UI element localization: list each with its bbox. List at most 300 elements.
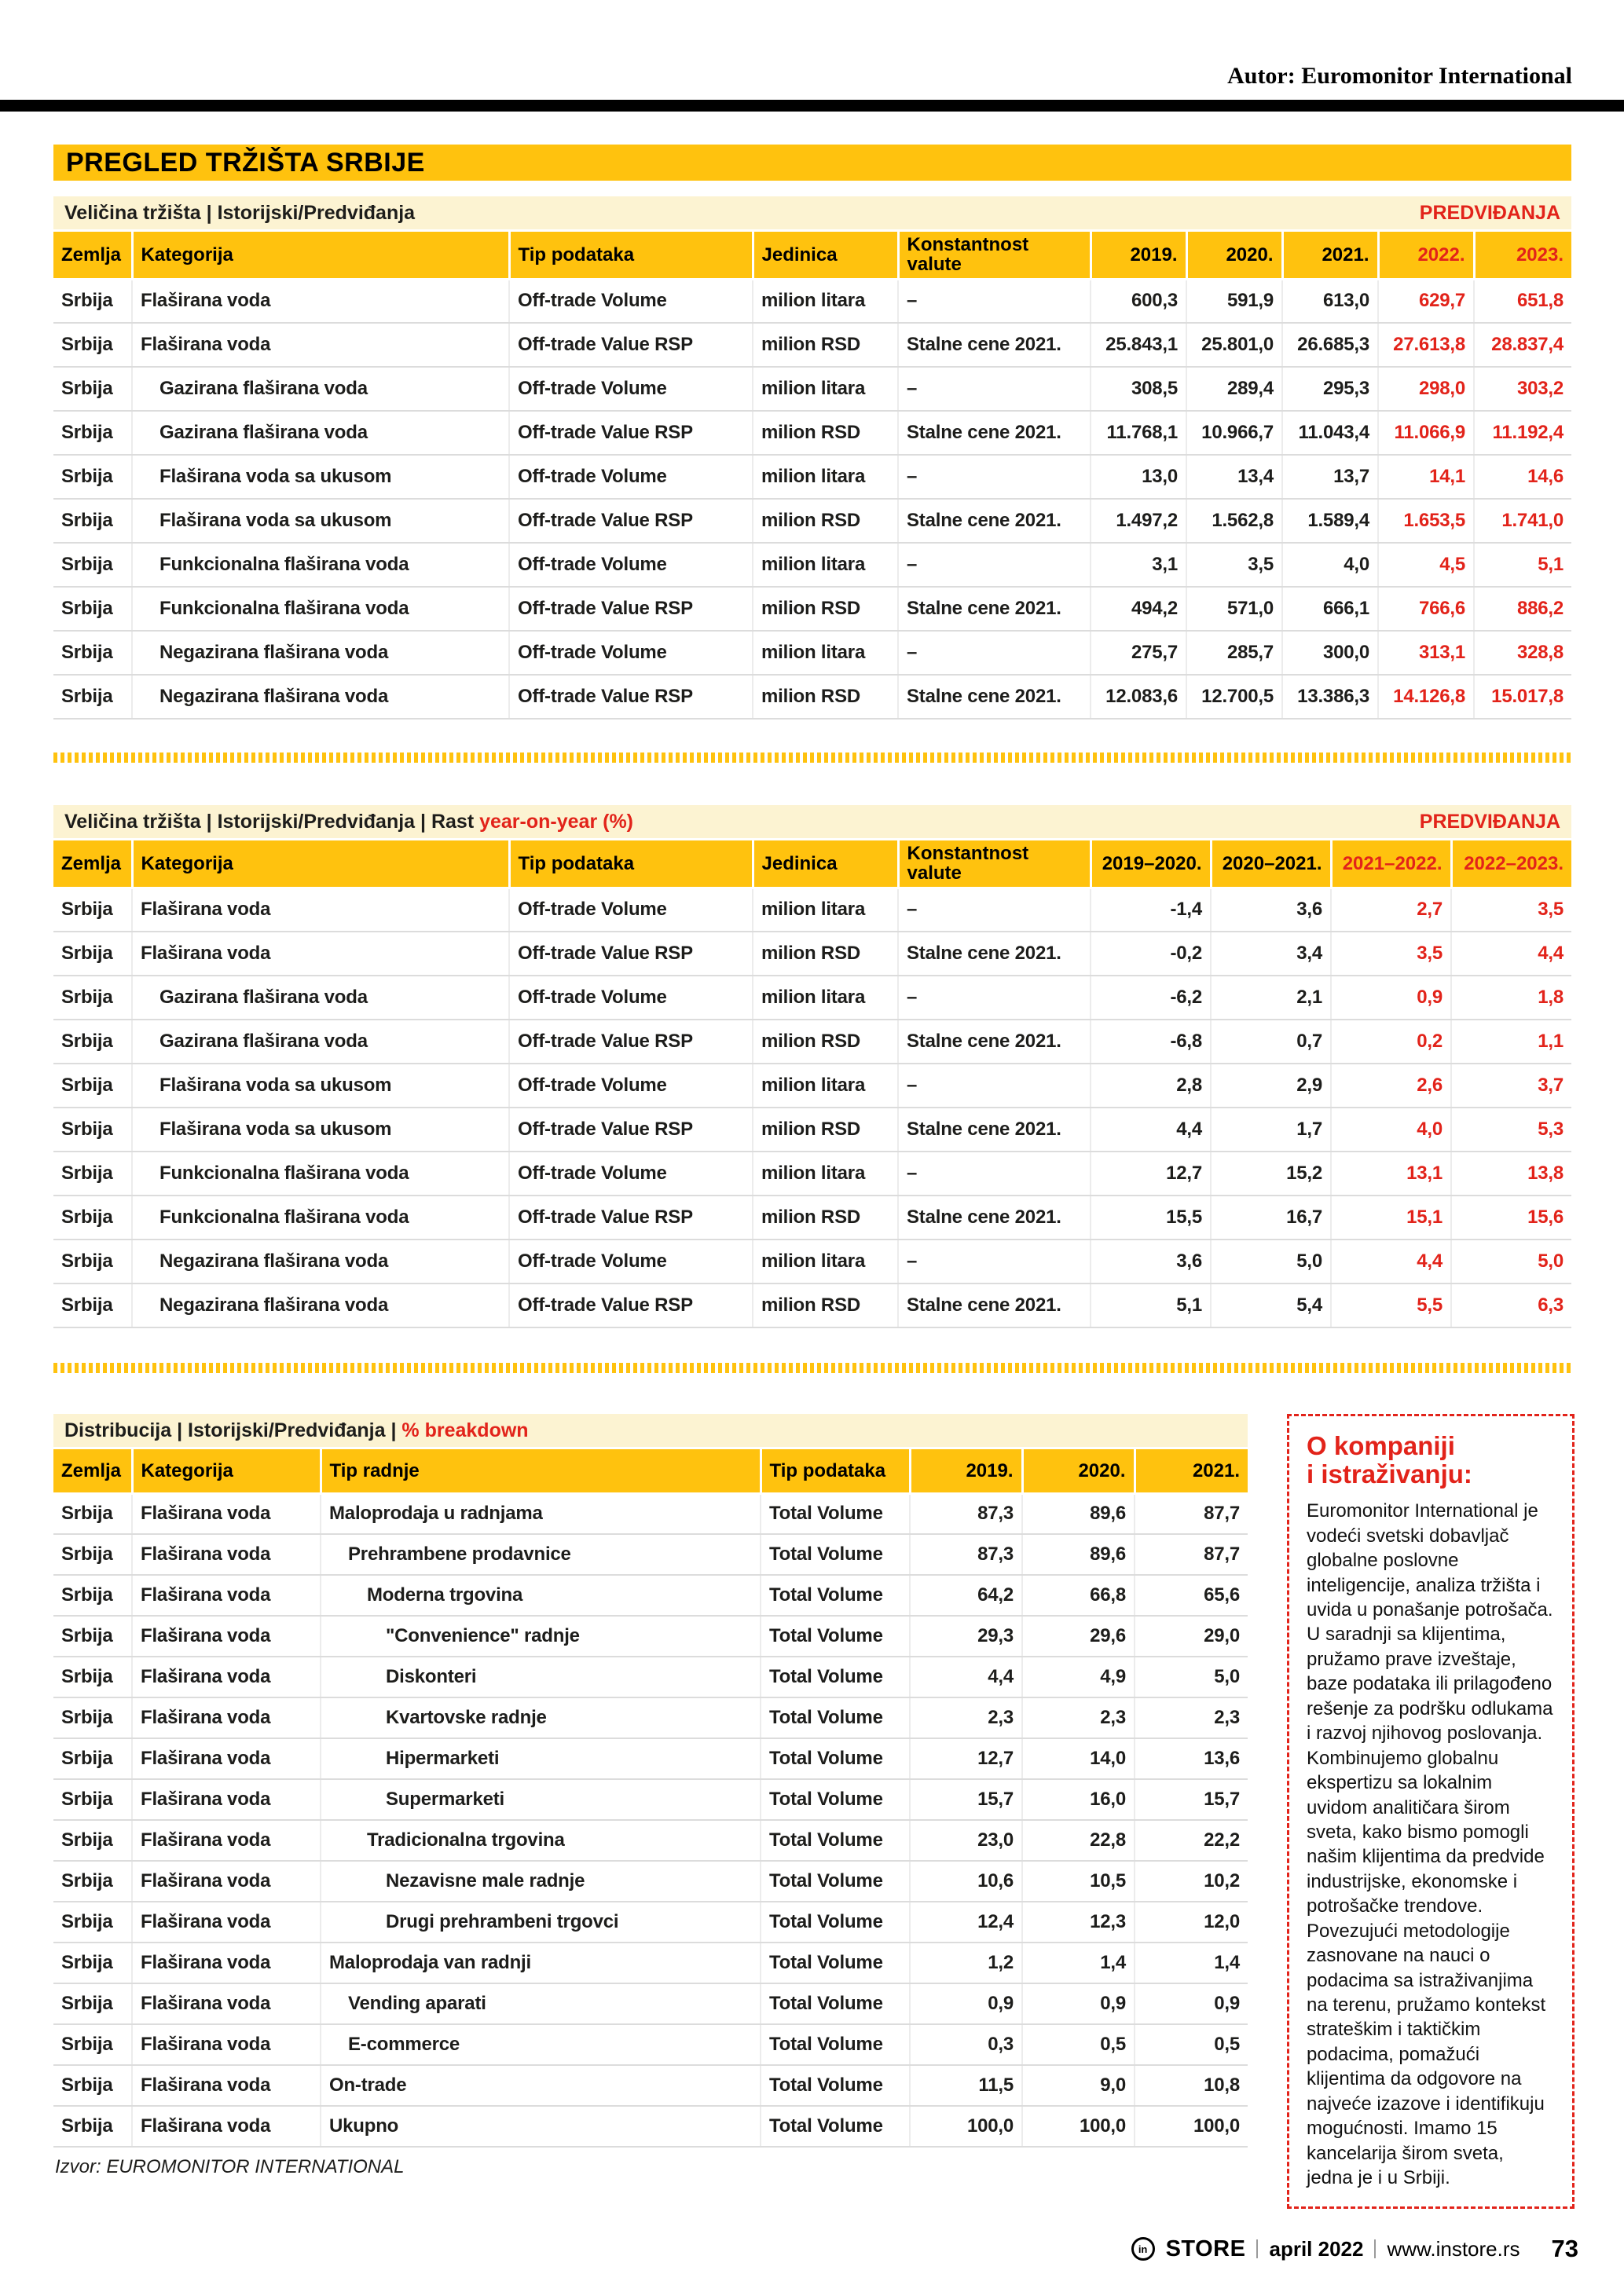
table-cell: Off-trade Value RSP [509,1283,753,1327]
table-cell: 22,2 [1135,1820,1248,1861]
table-cell: 300,0 [1282,631,1378,675]
table-cell: 89,6 [1022,1534,1135,1575]
table-cell: – [898,367,1091,411]
table-row [53,455,1571,499]
table-cell: 100,0 [910,2106,1022,2147]
table-cell: Srbija [53,1283,132,1327]
table-cell: Off-trade Value RSP [509,1108,753,1152]
dashed-separator [53,753,1571,763]
table-cell: Flaširana voda sa ukusom [132,499,509,543]
table-cell: Off-trade Value RSP [509,587,753,631]
table-cell: 3,5 [1186,543,1282,587]
table-cell: 15,7 [1135,1779,1248,1820]
table-cell: -0,2 [1091,932,1211,976]
table-cell: Srbija [53,1534,132,1575]
table-cell: Stalne cene 2021. [898,587,1091,631]
table-cell: Srbija [53,1616,132,1657]
header-row [53,840,1571,888]
table-cell: 25.843,1 [1091,323,1186,367]
table-cell: 2,6 [1331,1064,1451,1108]
table-cell: Flaširana voda [132,1657,321,1697]
table-cell: 13,8 [1451,1152,1571,1196]
page-number: 73 [1551,2235,1578,2262]
table-cell: Flaširana voda sa ukusom [132,455,509,499]
table-cell: 285,7 [1186,631,1282,675]
table-cell: 3,6 [1211,888,1331,932]
table-cell: 0,2 [1331,1020,1451,1064]
table-cell: Flaširana voda [132,2024,321,2065]
table-cell: 65,6 [1135,1575,1248,1616]
table-cell: Off-trade Volume [509,279,753,323]
header-row [53,1449,1248,1493]
table-cell: Flaširana voda [132,1779,321,1820]
table-cell: 10.966,7 [1186,411,1282,455]
table-cell: 613,0 [1282,279,1378,323]
footer-divider [1256,2239,1258,2258]
table-row [53,1697,1248,1738]
table-cell: 328,8 [1474,631,1571,675]
table-cell: 886,2 [1474,587,1571,631]
table-cell: Total Volume [761,1943,910,1983]
table-cell: milion RSD [753,587,898,631]
table-cell: 571,0 [1186,587,1282,631]
table-cell: 298,0 [1378,367,1474,411]
table-cell: Srbija [53,976,132,1020]
table-cell: Stalne cene 2021. [898,932,1091,976]
table-cell: 1.497,2 [1091,499,1186,543]
table-cell: Off-trade Volume [509,976,753,1020]
table-cell: Total Volume [761,1820,910,1861]
table-cell: Srbija [53,1493,132,1534]
table-cell: Off-trade Value RSP [509,932,753,976]
table-cell: Srbija [53,1064,132,1108]
table-cell: 13,4 [1186,455,1282,499]
table-cell: 5,4 [1211,1283,1331,1327]
table-cell: 12,7 [1091,1152,1211,1196]
table-row [53,1534,1248,1575]
table-cell: 2,8 [1091,1064,1211,1108]
table-cell: Ukupno [321,2106,761,2147]
table-cell: 6,3 [1451,1283,1571,1327]
column-header: 2019. [1091,232,1186,279]
table-cell: Funkcionalna flaširana voda [132,543,509,587]
table-cell: 2,3 [910,1697,1022,1738]
table-cell: 0,9 [910,1983,1022,2024]
table-cell: Total Volume [761,1616,910,1657]
table-cell: On-trade [321,2065,761,2106]
table-cell: Srbija [53,1108,132,1152]
forecast-label: PREDVIĐANJA [1419,201,1560,224]
table-cell: Nezavisne male radnje [321,1861,761,1902]
table-cell: 29,3 [910,1616,1022,1657]
table-cell: Flaširana voda [132,1575,321,1616]
table-row [53,1196,1571,1240]
table-cell: Srbija [53,888,132,932]
table-cell: 303,2 [1474,367,1571,411]
table-cell: 1,4 [1022,1943,1135,1983]
column-header: 2019–2020. [1091,840,1211,888]
table-cell: 64,2 [910,1575,1022,1616]
market-size-table [53,232,1571,720]
table-cell: 10,2 [1135,1861,1248,1902]
table-cell: 2,9 [1211,1064,1331,1108]
table-cell: milion litara [753,279,898,323]
table-cell: milion RSD [753,1196,898,1240]
table-cell: 0,5 [1022,2024,1135,2065]
table-row [53,1283,1571,1327]
table-cell: Srbija [53,1697,132,1738]
table-cell: 1.589,4 [1282,499,1378,543]
company-info-box [1287,1414,1575,2209]
table-cell: milion litara [753,976,898,1020]
table-cell: 0,9 [1331,976,1451,1020]
table-cell: 1,8 [1451,976,1571,1020]
page-title-bar [53,145,1571,181]
table-cell: Total Volume [761,2024,910,2065]
column-header: 2022–2023. [1451,840,1571,888]
table-cell: Off-trade Volume [509,1240,753,1283]
table-cell: Maloprodaja u radnjama [321,1493,761,1534]
table-cell: Flaširana voda [132,2065,321,2106]
column-header: Kategorija [132,1449,321,1493]
table-cell: 4,4 [1331,1240,1451,1283]
column-header: 2020–2021. [1211,840,1331,888]
column-header: 2020. [1022,1449,1135,1493]
table-row [53,1779,1248,1820]
table-cell: – [898,631,1091,675]
table-cell: Stalne cene 2021. [898,499,1091,543]
table-row [53,631,1571,675]
table-cell: Srbija [53,675,132,719]
table-cell: 1.562,8 [1186,499,1282,543]
table-cell: Moderna trgovina [321,1575,761,1616]
table-cell: -6,2 [1091,976,1211,1020]
table-cell: 87,7 [1135,1493,1248,1534]
table-cell: 11.768,1 [1091,411,1186,455]
table-cell: 13,1 [1331,1152,1451,1196]
table-cell: Prehrambene prodavnice [321,1534,761,1575]
table-block-market-size [53,196,1571,720]
table-cell: Srbija [53,1943,132,1983]
table-cell: milion RSD [753,1020,898,1064]
table-cell: 27.613,8 [1378,323,1474,367]
table-cell: Srbija [53,2065,132,2106]
table-cell: Off-trade Value RSP [509,1020,753,1064]
table-cell: 1,4 [1135,1943,1248,1983]
table-cell: milion litara [753,1240,898,1283]
table-subtitle: Veličina tržišta | Istorijski/Predviđanja [64,201,416,224]
table-cell: milion litara [753,543,898,587]
column-header: 2020. [1186,232,1282,279]
table-row [53,1240,1571,1283]
table-cell: 11,5 [910,2065,1022,2106]
table-cell: 591,9 [1186,279,1282,323]
table-row [53,323,1571,367]
table-cell: 28.837,4 [1474,323,1571,367]
table-cell: 15,6 [1451,1196,1571,1240]
table-cell: 0,5 [1135,2024,1248,2065]
table-cell: Negazirana flaširana voda [132,631,509,675]
instore-logo-icon: in [1131,2237,1155,2261]
table-subtitle: Distribucija | Istorijski/Predviđanja | % breakdown [64,1419,529,1441]
table-cell: 12.700,5 [1186,675,1282,719]
table-row [53,675,1571,719]
table-cell: "Convenience" radnje [321,1616,761,1657]
table-cell: 0,7 [1211,1020,1331,1064]
table-cell: Off-trade Volume [509,1064,753,1108]
footer-divider [1374,2239,1376,2258]
table-cell: Off-trade Volume [509,631,753,675]
table-cell: milion litara [753,1064,898,1108]
table-cell: Total Volume [761,1575,910,1616]
table-row [53,587,1571,631]
table-cell: Kvartovske radnje [321,1697,761,1738]
table-cell: Srbija [53,1820,132,1861]
table-cell: Srbija [53,1861,132,1902]
table-cell: 629,7 [1378,279,1474,323]
table-cell: Total Volume [761,1983,910,2024]
table-cell: Off-trade Volume [509,543,753,587]
table-cell: 1,2 [910,1943,1022,1983]
table-cell: 100,0 [1135,2106,1248,2147]
table-cell: 5,3 [1451,1108,1571,1152]
table-cell: 15,1 [1331,1196,1451,1240]
table-cell: 3,5 [1451,888,1571,932]
table-cell: 5,1 [1474,543,1571,587]
table-cell: 1,7 [1211,1108,1331,1152]
table-cell: 3,1 [1091,543,1186,587]
table-cell: 494,2 [1091,587,1186,631]
table-cell: Flaširana voda [132,1902,321,1943]
author-credit: Autor: Euromonitor International [1227,63,1572,89]
table-cell: Off-trade Value RSP [509,675,753,719]
table-cell: Srbija [53,411,132,455]
table-cell: 4,4 [910,1657,1022,1697]
table-row [53,1020,1571,1064]
table-cell: Flaširana voda [132,1861,321,1902]
table-cell: 0,9 [1022,1983,1135,2024]
table-cell: Srbija [53,587,132,631]
table-cell: Flaširana voda [132,932,509,976]
table-cell: 13,7 [1282,455,1378,499]
table-cell: Negazirana flaširana voda [132,1283,509,1327]
column-header: Kategorija [132,232,509,279]
column-header: 2023. [1474,232,1571,279]
table-cell: 87,3 [910,1534,1022,1575]
table-cell: 4,4 [1091,1108,1211,1152]
table-cell: milion RSD [753,323,898,367]
table-cell: Srbija [53,2024,132,2065]
column-header: Konstantnost valute [898,840,1091,888]
table-row [53,1064,1571,1108]
table-cell: – [898,543,1091,587]
table-row [53,411,1571,455]
column-header: Tip radnje [321,1449,761,1493]
table-cell: 5,0 [1211,1240,1331,1283]
table-cell: Stalne cene 2021. [898,323,1091,367]
table-cell: Total Volume [761,2065,910,2106]
table-subtitle-bar [53,196,1571,229]
table-cell: 87,7 [1135,1534,1248,1575]
footer-date: april 2022 [1269,2236,1364,2261]
table-cell: E-commerce [321,2024,761,2065]
table-cell: Off-trade Value RSP [509,411,753,455]
table-cell: Flaširana voda [132,1697,321,1738]
table-row [53,1820,1248,1861]
table-cell: Funkcionalna flaširana voda [132,587,509,631]
header-row [53,232,1571,279]
table-cell: 11.066,9 [1378,411,1474,455]
table-row [53,367,1571,411]
table-subtitle: Veličina tržišta | Istorijski/Predviđanja | Rast year-on-year (%) [64,810,633,833]
table-cell: Stalne cene 2021. [898,1283,1091,1327]
table-subtitle-bar [53,1414,1248,1447]
table-cell: 15,7 [910,1779,1022,1820]
table-cell: Stalne cene 2021. [898,1020,1091,1064]
table-cell: 22,8 [1022,1820,1135,1861]
table-cell: Srbija [53,367,132,411]
table-cell: Gazirana flaširana voda [132,367,509,411]
table-row [53,2106,1248,2147]
table-cell: 9,0 [1022,2065,1135,2106]
column-header: Jedinica [753,232,898,279]
table-row [53,2065,1248,2106]
column-header: Tip podataka [509,840,753,888]
table-cell: Srbija [53,323,132,367]
table-cell: 23,0 [910,1820,1022,1861]
table-cell: 11.192,4 [1474,411,1571,455]
column-header: 2021. [1282,232,1378,279]
table-cell: 14,0 [1022,1738,1135,1779]
footer-site-url: www.instore.rs [1387,2236,1520,2261]
table-row [53,932,1571,976]
table-cell: – [898,976,1091,1020]
table-cell: Srbija [53,499,132,543]
table-cell: Stalne cene 2021. [898,675,1091,719]
table-cell: milion RSD [753,1283,898,1327]
table-cell: Flaširana voda [132,1820,321,1861]
table-cell: 12,4 [910,1902,1022,1943]
table-cell: 308,5 [1091,367,1186,411]
table-cell: milion RSD [753,411,898,455]
table-row [53,1943,1248,1983]
table-cell: Total Volume [761,1534,910,1575]
table-cell: 3,4 [1211,932,1331,976]
table-cell: 16,7 [1211,1196,1331,1240]
table-cell: 25.801,0 [1186,323,1282,367]
table-cell: 313,1 [1378,631,1474,675]
table-cell: 10,6 [910,1861,1022,1902]
table-cell: 14,6 [1474,455,1571,499]
table-row [53,1983,1248,2024]
table-cell: milion RSD [753,932,898,976]
top-rule [0,100,1624,112]
column-header: Tip podataka [761,1449,910,1493]
table-cell: 89,6 [1022,1493,1135,1534]
table-row [53,1616,1248,1657]
table-cell: Total Volume [761,1779,910,1820]
table-cell: 3,5 [1331,932,1451,976]
table-cell: Srbija [53,1152,132,1196]
table-cell: 10,8 [1135,2065,1248,2106]
table-row [53,1575,1248,1616]
distribution-table [53,1449,1248,2148]
table-subtitle-bar [53,805,1571,838]
table-cell: Total Volume [761,1697,910,1738]
table-cell: Hipermarketi [321,1738,761,1779]
table-cell: 15,2 [1211,1152,1331,1196]
table-block-growth [53,805,1571,1328]
table-cell: 12,0 [1135,1902,1248,1943]
table-cell: – [898,1064,1091,1108]
table-cell: Srbija [53,1020,132,1064]
table-cell: Total Volume [761,1657,910,1697]
column-header: Zemlja [53,840,132,888]
table-cell: Stalne cene 2021. [898,1108,1091,1152]
table-cell: Srbija [53,1196,132,1240]
table-row [53,1493,1248,1534]
table-cell: Funkcionalna flaširana voda [132,1152,509,1196]
table-cell: Maloprodaja van radnji [321,1943,761,1983]
table-cell: Flaširana voda [132,1616,321,1657]
dashed-separator [53,1363,1571,1373]
table-cell: Srbija [53,1240,132,1283]
table-cell: Off-trade Value RSP [509,499,753,543]
table-block-distribution [53,1414,1248,2148]
table-row [53,279,1571,323]
table-cell: milion RSD [753,499,898,543]
table-cell: Srbija [53,279,132,323]
table-cell: 13.386,3 [1282,675,1378,719]
table-cell: Total Volume [761,1861,910,1902]
table-cell: milion litara [753,367,898,411]
table-cell: Flaširana voda sa ukusom [132,1064,509,1108]
table-cell: 766,6 [1378,587,1474,631]
table-cell: 4,9 [1022,1657,1135,1697]
table-cell: 2,3 [1022,1697,1135,1738]
table-cell: 12,3 [1022,1902,1135,1943]
table-cell: 10,5 [1022,1861,1135,1902]
table-cell: Negazirana flaširana voda [132,1240,509,1283]
table-cell: 5,1 [1091,1283,1211,1327]
page-title: PREGLED TRŽIŠTA SRBIJE [66,147,425,178]
table-cell: 4,0 [1331,1108,1451,1152]
table-cell: 2,1 [1211,976,1331,1020]
table-cell: Stalne cene 2021. [898,1196,1091,1240]
table-cell: milion litara [753,888,898,932]
table-row [53,1152,1571,1196]
table-cell: 14,1 [1378,455,1474,499]
table-cell: – [898,888,1091,932]
table-cell: 666,1 [1282,587,1378,631]
table-cell: Srbija [53,932,132,976]
table-cell: 0,3 [910,2024,1022,2065]
table-cell: 295,3 [1282,367,1378,411]
table-cell: Srbija [53,2106,132,2147]
column-header: Zemlja [53,232,132,279]
table-cell: 2,7 [1331,888,1451,932]
table-cell: 5,0 [1135,1657,1248,1697]
table-row [53,1902,1248,1943]
table-cell: Tradicionalna trgovina [321,1820,761,1861]
sidebar-title: O kompaniji i istraživanju: [1307,1431,1472,1489]
column-header: Kategorija [132,840,509,888]
table-cell: Srbija [53,1657,132,1697]
table-cell: Funkcionalna flaširana voda [132,1196,509,1240]
column-header: Jedinica [753,840,898,888]
table-cell: 0,9 [1135,1983,1248,2024]
table-cell: -1,4 [1091,888,1211,932]
